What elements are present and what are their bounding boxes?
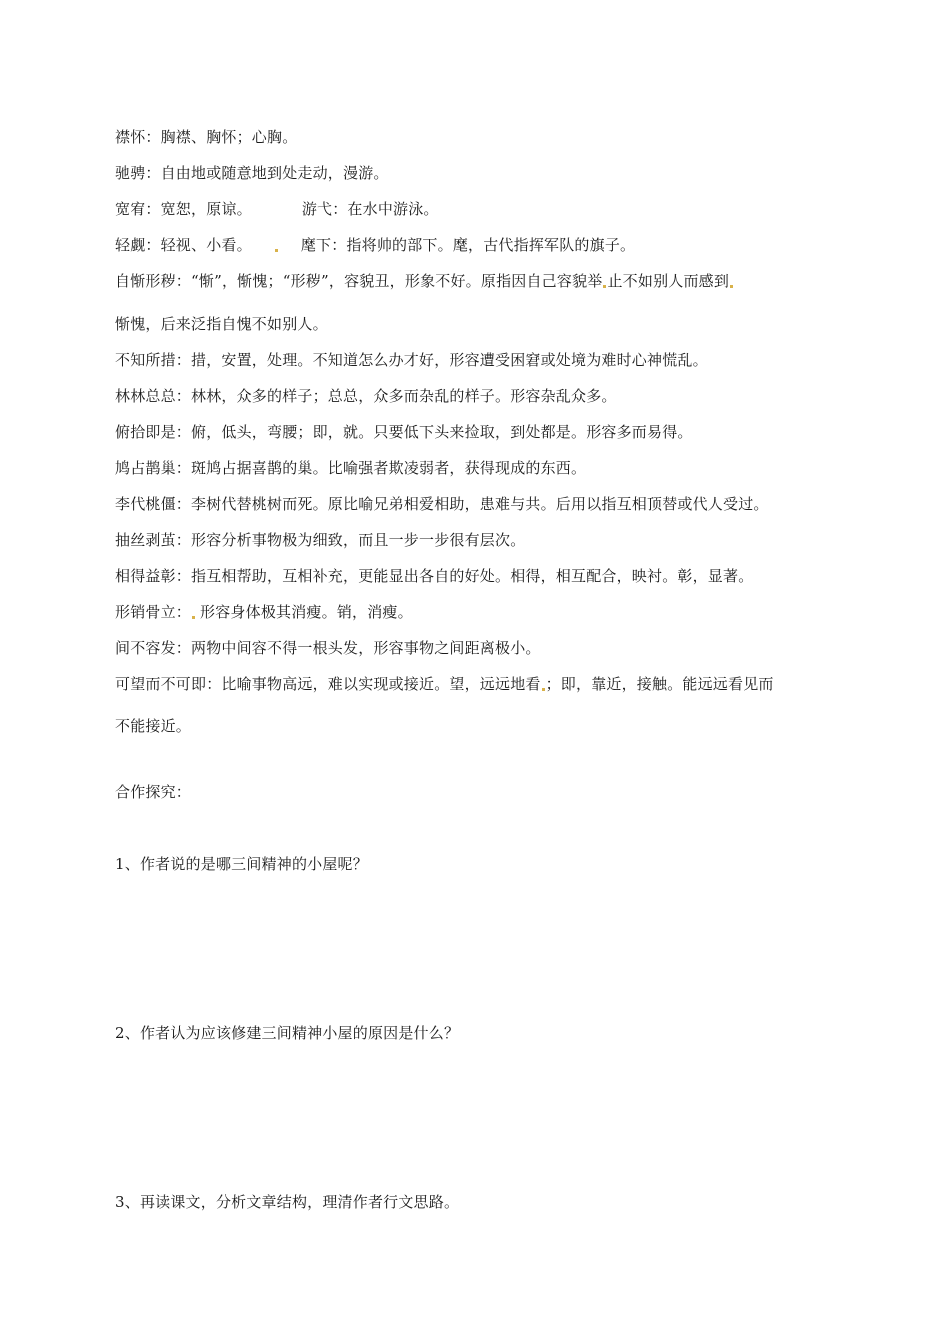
vocab-entry-xiangdeyizhang [115, 566, 753, 586]
marker-dot [542, 688, 545, 691]
vocab-text: 形销骨立： [115, 603, 192, 621]
marker-dot [730, 285, 733, 288]
vocab-text: 宽宥：宽恕，原谅。 [115, 200, 252, 218]
vocab-text: 形容身体极其消瘦。销，消瘦。 [200, 603, 413, 621]
vocab-text: 俯拾即是：俯，低头，弯腰；即，就。只要低下头来捡取，到处都是。形容多而易得。 [115, 423, 693, 441]
vocab-text: 抽丝剥茧：形容分析事物极为细致，而且一步一步很有层次。 [115, 531, 526, 549]
vocab-text: 不能接近。 [115, 717, 192, 735]
vocab-entry-chicheng [115, 163, 389, 183]
vocab-entry-continuation [115, 314, 328, 334]
question-1 [115, 854, 368, 874]
vocab-text: 麾下：指将帅的部下。麾，古代指挥军队的旗子。 [300, 236, 636, 254]
section-title [115, 782, 191, 802]
question-text: 3、再读课文，分析文章结构，理清作者行文思路。 [115, 1193, 460, 1211]
vocab-text: 惭愧，后来泛指自愧不如别人。 [115, 315, 328, 333]
section-title-text: 合作探究： [115, 783, 192, 801]
marker-dot [192, 616, 195, 619]
vocab-entry-jiuzhanquechao [115, 458, 586, 478]
vocab-entry-continuation [115, 716, 191, 736]
vocab-entry-fushijishi [115, 422, 693, 442]
vocab-text: 林林总总：林林，众多的样子；总总，众多而杂乱的样子。形容杂乱众多。 [115, 387, 617, 405]
vocab-entry-jinhuai [115, 127, 297, 147]
question-text: 2、作者认为应该修建三间精神小屋的原因是什么？ [115, 1024, 460, 1042]
vocab-text: 驰骋：自由地或随意地到处走动，漫游。 [115, 164, 389, 182]
question-2 [115, 1023, 459, 1043]
vocab-entry-buzhisuocuo [115, 350, 708, 370]
question-text: 1、作者说的是哪三间精神的小屋呢？ [115, 855, 368, 873]
vocab-entry-kewangerbukeji [115, 674, 774, 694]
vocab-text: 轻觑：轻视、小看。 [115, 236, 252, 254]
vocab-text: 自惭形秽：“惭”，惭愧；“形秽”，容貌丑，形象不好。原指因自己容貌举 [115, 272, 603, 290]
vocab-text: 相得益彰：指互相帮助，互相补充，更能显出各自的好处。相得，相互配合，映衬。彰，显著。 [115, 567, 754, 585]
vocab-text: ；即，靠近，接触。能远远看见而 [545, 675, 774, 693]
vocab-entry-jianburongfa [115, 638, 541, 658]
vocab-entry-kuanyou [115, 199, 439, 219]
vocab-text: 襟怀：胸襟、胸怀；心胸。 [115, 128, 298, 146]
vocab-text: 游弋：在水中游泳。 [301, 200, 439, 218]
vocab-entry-chousibojian [115, 530, 525, 550]
vocab-text: 李代桃僵：李树代替桃树而死。原比喻兄弟相爱相助，患难与共。后用以指互相顶替或代人受过。 [115, 495, 769, 513]
vocab-entry-xingxiaoguli [115, 602, 413, 622]
vocab-entry-qingqu [115, 235, 635, 255]
vocab-text: 间不容发：两物中间容不得一根头发，形容事物之间距离极小。 [115, 639, 541, 657]
vocab-text: 不知所措：措，安置，处理。不知道怎么办才好，形容遭受困窘或处境为难时心神慌乱。 [115, 351, 708, 369]
vocab-entry-lidaitaojiang [115, 494, 769, 514]
vocab-entry-zicanxinghui [115, 271, 734, 291]
vocab-entry-linlinzongzong [115, 386, 617, 406]
marker-dot [275, 249, 278, 252]
vocab-text: 止不如别人而感到 [607, 272, 730, 290]
vocab-text: 可望而不可即：比喻事物高远，难以实现或接近。望，远远地看 [115, 675, 541, 693]
vocab-text: 鸠占鹊巢：斑鸠占据喜鹊的巢。比喻强者欺凌弱者，获得现成的东西。 [115, 459, 587, 477]
question-3 [115, 1192, 459, 1212]
